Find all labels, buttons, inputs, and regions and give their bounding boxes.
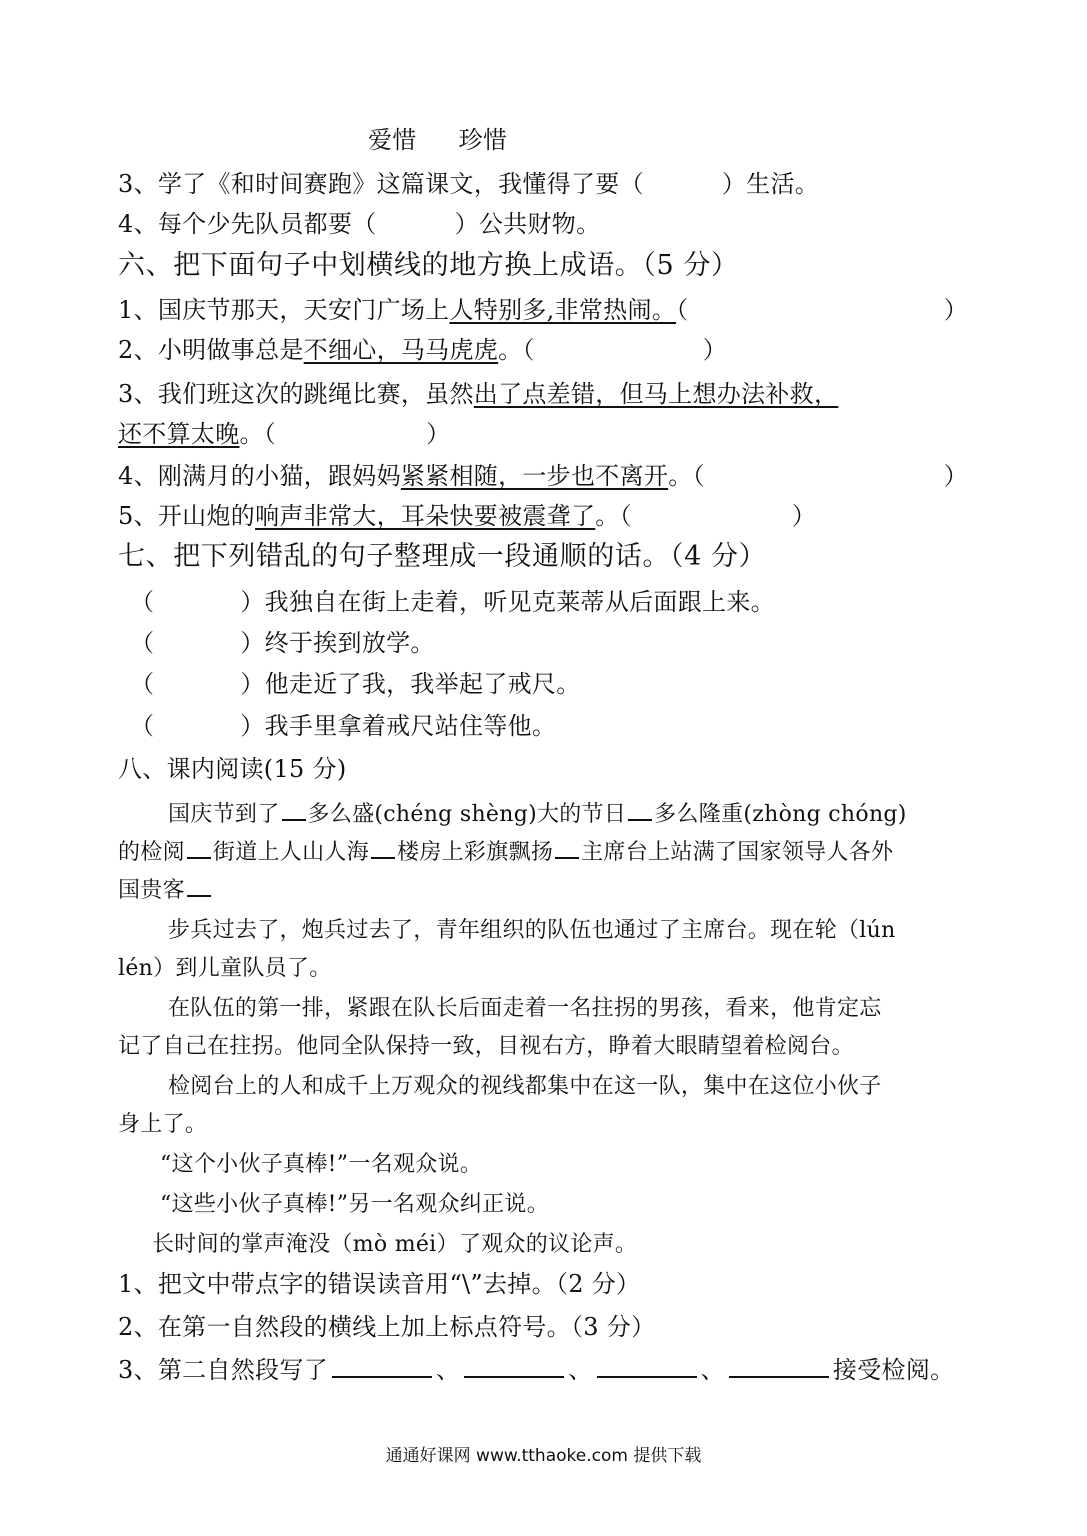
punctuation-blank[interactable] xyxy=(371,835,395,859)
q5-item-3: 3、学了《和时间赛跑》这篇课文，我懂得了要（ ）生活。 xyxy=(118,170,820,198)
underlined-phrase: 出了点差错，但马上想办法补救， xyxy=(473,380,839,408)
underlined-phrase: 还不算太晚 xyxy=(118,420,240,448)
reading-question-3: 3、第二自然段写了 、 、 、 接受检阅。 xyxy=(118,1356,955,1384)
s7-item: （ ）我独自在街上走着，听见克莱蒂从后面跟上来。 xyxy=(130,588,775,616)
s6-item-4: 4、刚满月的小猫，跟妈妈紧紧相随，一步也不离开。（ ） xyxy=(118,462,968,490)
s7-item: （ ）我手里拿着戒尺站住等他。 xyxy=(130,712,557,740)
reading-para-4-line-2: 身上了。 xyxy=(118,1112,208,1137)
answer-blank[interactable] xyxy=(332,1354,432,1378)
punctuation-blank[interactable] xyxy=(628,797,652,821)
s6-item-1: 1、国庆节那天，天安门广场上人特别多,非常热闹。（ ） xyxy=(118,296,968,324)
answer-blank[interactable] xyxy=(729,1354,829,1378)
q5-item-4: 4、每个少先队员都要（ ）公共财物。 xyxy=(118,210,601,238)
reading-para-6: “这些小伙子真棒!”另一名观众纠正说。 xyxy=(160,1192,550,1217)
reading-para-2: 步兵过去了，炮兵过去了，青年组织的队伍也通过了主席台。现在轮（lún xyxy=(168,918,896,943)
reading-para-3: 在队伍的第一排，紧跟在队长后面走着一名拄拐的男孩，看来，他肯定忘 xyxy=(168,996,882,1021)
word-choices xyxy=(368,124,507,156)
underlined-phrase: 紧紧相随，一步也不离开 xyxy=(400,462,669,490)
reading-para-7: 长时间的掌声淹没（mò méi）了观众的议论声。 xyxy=(152,1232,638,1257)
answer-blank[interactable] xyxy=(464,1354,564,1378)
s6-item-2: 2、小明做事总是不细心，马马虎虎。（ ） xyxy=(118,336,727,364)
reading-para-2-line-2: lén）到儿童队员了。 xyxy=(118,956,332,981)
s7-item: （ ）他走近了我，我举起了戒尺。 xyxy=(130,670,581,698)
punctuation-blank[interactable] xyxy=(282,797,306,821)
section-8-title: 八、课内阅读(15 分) xyxy=(118,755,347,783)
s6-item-3-cont: 还不算太晚。（ ） xyxy=(118,420,451,448)
punctuation-blank[interactable] xyxy=(187,835,211,859)
word-choice: 爱惜 xyxy=(368,126,417,154)
word-choice: 珍惜 xyxy=(458,126,508,154)
reading-para-4: 检阅台上的人和成千上万观众的视线都集中在这一队，集中在这位小伙子 xyxy=(168,1074,882,1099)
punctuation-blank[interactable] xyxy=(187,873,211,897)
reading-para-1: 国庆节到了 多么盛(chéng shèng)大的节日 多么隆重(zhòng chóng) xyxy=(168,797,907,831)
reading-question-2: 2、在第一自然段的横线上加上标点符号。（3 分） xyxy=(118,1313,656,1341)
underlined-phrase: 响声非常大，耳朵快要被震聋了 xyxy=(255,502,596,530)
reading-para-5: “这个小伙子真棒!”一名观众说。 xyxy=(160,1152,483,1177)
reading-question-1: 1、把文中带点字的错误读音用“\”去掉。（2 分） xyxy=(118,1270,641,1298)
s6-item-3: 3、我们班这次的跳绳比赛，虽然出了点差错，但马上想办法补救， xyxy=(118,380,839,408)
reading-para-1-line-2: 的检阅 街道上人山人海 楼房上彩旗飘扬 主席台上站满了国家领导人各外 xyxy=(118,835,893,869)
punctuation-blank[interactable] xyxy=(555,835,579,859)
page-footer: 通通好课网 www.tthaoke.com 提供下载 xyxy=(385,1446,702,1466)
s6-item-5: 5、开山炮的响声非常大，耳朵快要被震聋了。（ ） xyxy=(118,502,817,530)
reading-para-3-line-2: 记了自己在拄拐。他同全队保持一致，目视右方，睁着大眼睛望着检阅台。 xyxy=(118,1034,854,1059)
answer-blank[interactable] xyxy=(597,1354,697,1378)
section-6-title: 六、把下面句子中划横线的地方换上成语。（5 分） xyxy=(118,250,739,281)
underlined-phrase: 人特别多,非常热闹。 xyxy=(449,296,677,324)
underlined-phrase: 不细心，马马虎虎 xyxy=(303,336,499,364)
section-7-title: 七、把下列错乱的句子整理成一段通顺的话。（4 分） xyxy=(118,541,767,572)
reading-para-1-line-3: 国贵客 xyxy=(118,873,213,907)
s7-item: （ ）终于挨到放学。 xyxy=(130,629,435,657)
